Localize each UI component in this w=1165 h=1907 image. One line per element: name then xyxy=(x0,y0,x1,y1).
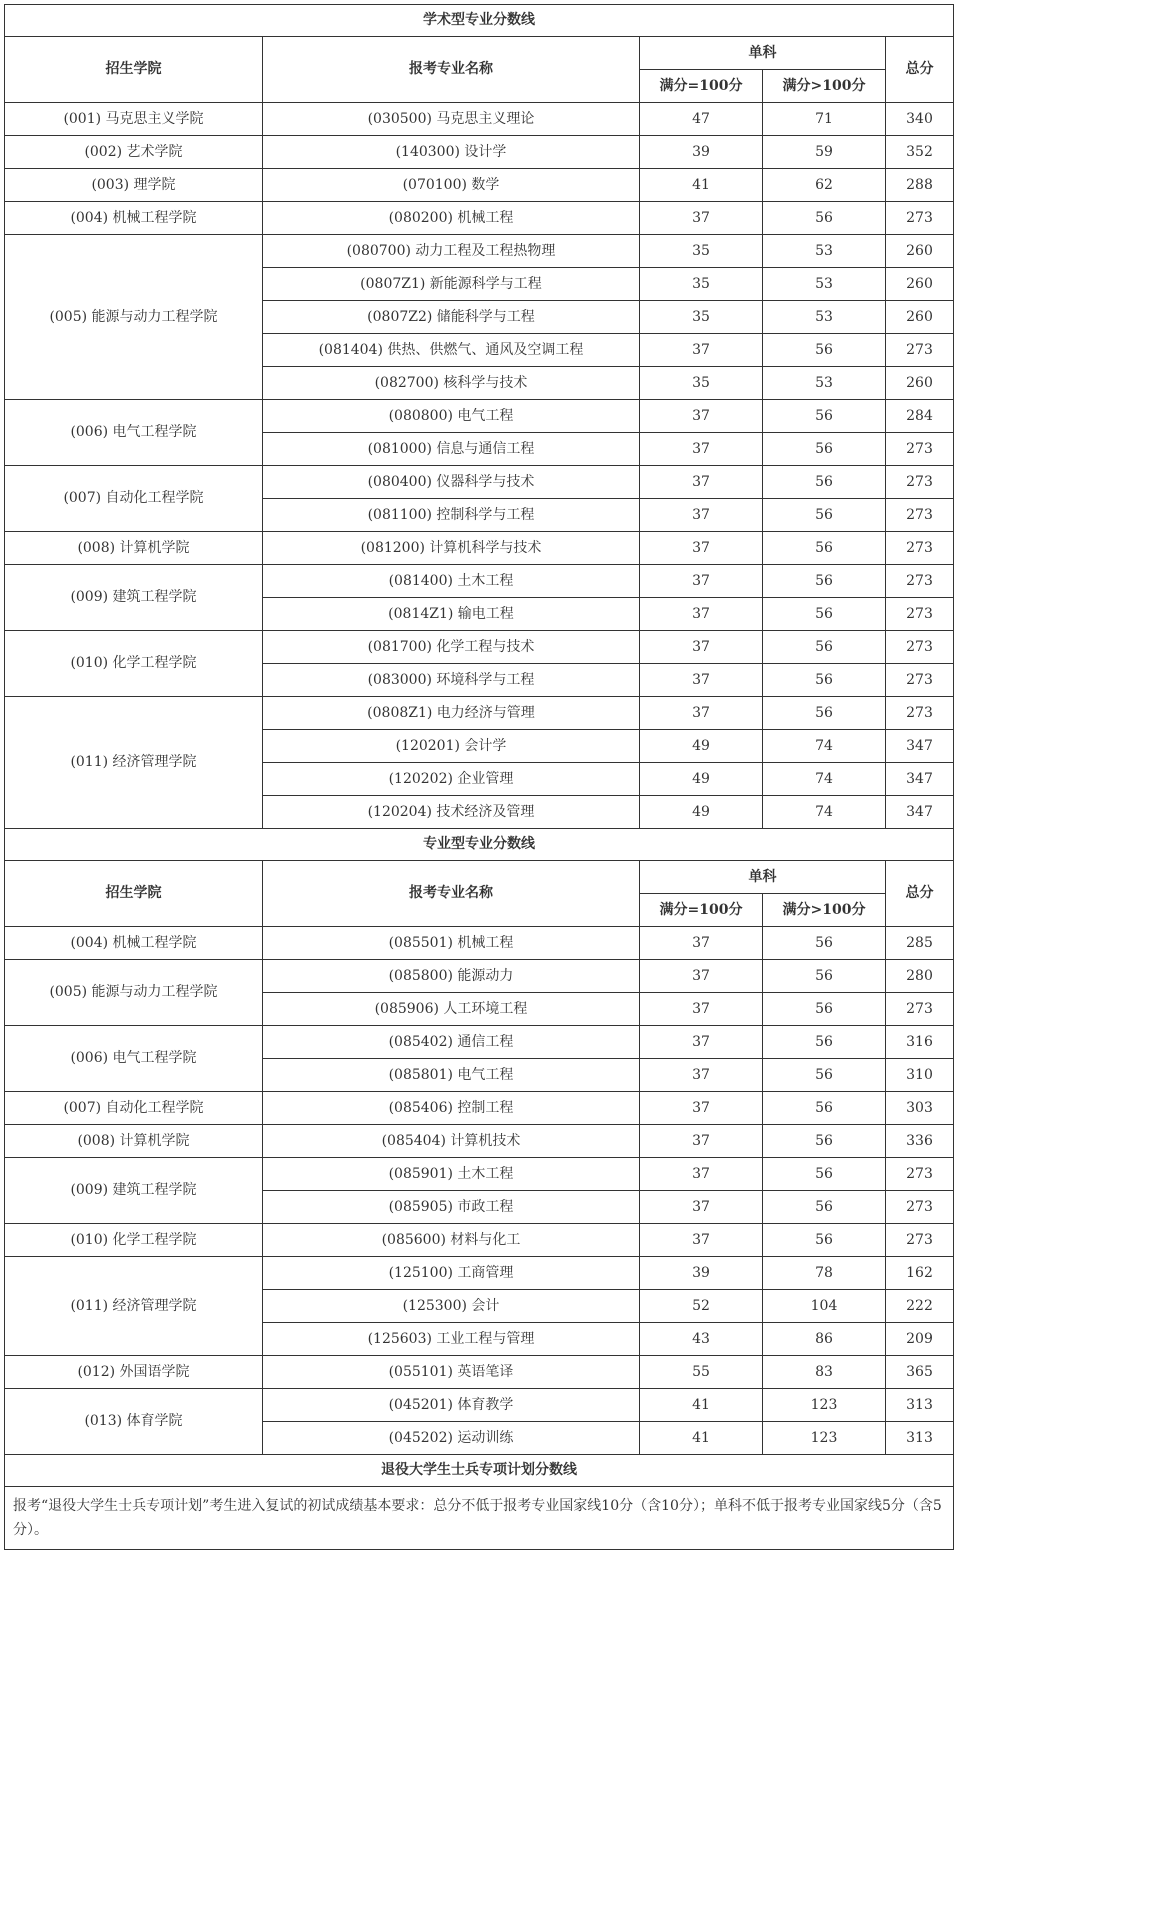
major-cell: (080400) 仪器科学与技术 xyxy=(263,466,640,499)
table-row xyxy=(5,1224,954,1257)
major-cell: (055101) 英语笔译 xyxy=(263,1356,640,1389)
major-cell: (070100) 数学 xyxy=(263,169,640,202)
header-row xyxy=(5,861,954,894)
veteran-note-row xyxy=(5,1487,954,1550)
table-row xyxy=(5,169,954,202)
score-full-100: 37 xyxy=(640,202,763,235)
major-cell: (083000) 环境科学与工程 xyxy=(263,664,640,697)
total-score: 273 xyxy=(886,993,954,1026)
score-full-100: 52 xyxy=(640,1290,763,1323)
score-full-100: 37 xyxy=(640,993,763,1026)
total-score: 316 xyxy=(886,1026,954,1059)
header-full-100: 满分=100分 xyxy=(640,894,763,927)
total-score: 340 xyxy=(886,103,954,136)
score-full-100: 35 xyxy=(640,367,763,400)
total-score: 288 xyxy=(886,169,954,202)
score-full-over-100: 74 xyxy=(763,796,886,829)
major-cell: (080800) 电气工程 xyxy=(263,400,640,433)
section-title-row xyxy=(5,829,954,861)
college-cell: (013) 体育学院 xyxy=(5,1389,263,1455)
major-cell: (081200) 计算机科学与技术 xyxy=(263,532,640,565)
score-full-100: 43 xyxy=(640,1323,763,1356)
table-row xyxy=(5,202,954,235)
table-row xyxy=(5,466,954,499)
header-total: 总分 xyxy=(886,37,954,103)
major-cell: (030500) 马克思主义理论 xyxy=(263,103,640,136)
major-cell: (085905) 市政工程 xyxy=(263,1191,640,1224)
score-full-over-100: 86 xyxy=(763,1323,886,1356)
header-row xyxy=(5,37,954,70)
college-cell: (003) 理学院 xyxy=(5,169,263,202)
table-row xyxy=(5,103,954,136)
major-cell: (0807Z1) 新能源科学与工程 xyxy=(263,268,640,301)
college-cell: (006) 电气工程学院 xyxy=(5,1026,263,1092)
college-cell: (006) 电气工程学院 xyxy=(5,400,263,466)
score-full-over-100: 53 xyxy=(763,301,886,334)
score-full-over-100: 53 xyxy=(763,367,886,400)
score-full-over-100: 56 xyxy=(763,202,886,235)
score-full-100: 39 xyxy=(640,136,763,169)
major-cell: (080700) 动力工程及工程热物理 xyxy=(263,235,640,268)
major-cell: (125100) 工商管理 xyxy=(263,1257,640,1290)
total-score: 273 xyxy=(886,631,954,664)
score-full-over-100: 56 xyxy=(763,1224,886,1257)
total-score: 347 xyxy=(886,796,954,829)
table-row xyxy=(5,1092,954,1125)
major-cell: (085600) 材料与化工 xyxy=(263,1224,640,1257)
score-full-over-100: 53 xyxy=(763,235,886,268)
header-total: 总分 xyxy=(886,861,954,927)
major-cell: (081700) 化学工程与技术 xyxy=(263,631,640,664)
table-row xyxy=(5,235,954,268)
major-cell: (0807Z2) 储能科学与工程 xyxy=(263,301,640,334)
score-full-over-100: 83 xyxy=(763,1356,886,1389)
college-cell: (004) 机械工程学院 xyxy=(5,202,263,235)
score-full-over-100: 56 xyxy=(763,927,886,960)
major-cell: (081400) 土木工程 xyxy=(263,565,640,598)
total-score: 260 xyxy=(886,235,954,268)
college-cell: (009) 建筑工程学院 xyxy=(5,1158,263,1224)
major-cell: (045201) 体育教学 xyxy=(263,1389,640,1422)
score-full-over-100: 56 xyxy=(763,433,886,466)
score-full-100: 35 xyxy=(640,268,763,301)
total-score: 313 xyxy=(886,1422,954,1455)
score-full-100: 41 xyxy=(640,1422,763,1455)
score-full-over-100: 56 xyxy=(763,1191,886,1224)
college-cell: (007) 自动化工程学院 xyxy=(5,1092,263,1125)
major-cell: (120202) 企业管理 xyxy=(263,763,640,796)
major-cell: (085801) 电气工程 xyxy=(263,1059,640,1092)
score-full-over-100: 78 xyxy=(763,1257,886,1290)
score-full-100: 37 xyxy=(640,598,763,631)
total-score: 273 xyxy=(886,1224,954,1257)
major-cell: (0808Z1) 电力经济与管理 xyxy=(263,697,640,730)
college-cell: (005) 能源与动力工程学院 xyxy=(5,960,263,1026)
major-cell: (085402) 通信工程 xyxy=(263,1026,640,1059)
total-score: 162 xyxy=(886,1257,954,1290)
table-row xyxy=(5,136,954,169)
header-single: 单科 xyxy=(640,861,886,894)
score-full-100: 37 xyxy=(640,499,763,532)
total-score: 365 xyxy=(886,1356,954,1389)
header-college: 招生学院 xyxy=(5,861,263,927)
total-score: 273 xyxy=(886,202,954,235)
total-score: 310 xyxy=(886,1059,954,1092)
major-cell: (081000) 信息与通信工程 xyxy=(263,433,640,466)
college-cell: (005) 能源与动力工程学院 xyxy=(5,235,263,400)
score-full-100: 37 xyxy=(640,1059,763,1092)
score-full-over-100: 56 xyxy=(763,631,886,664)
major-cell: (085501) 机械工程 xyxy=(263,927,640,960)
header-full-100: 满分=100分 xyxy=(640,70,763,103)
total-score: 209 xyxy=(886,1323,954,1356)
score-full-over-100: 56 xyxy=(763,960,886,993)
major-cell: (125603) 工业工程与管理 xyxy=(263,1323,640,1356)
score-full-over-100: 74 xyxy=(763,763,886,796)
veteran-note: 报考“退役大学生士兵专项计划”考生进入复试的初试成绩基本要求：总分不低于报考专业国家线10分（含10分）；单科不低于报考专业国家线5分（含5分）。 xyxy=(5,1487,954,1550)
score-full-100: 37 xyxy=(640,1224,763,1257)
college-cell: (011) 经济管理学院 xyxy=(5,1257,263,1356)
major-cell: (082700) 核科学与技术 xyxy=(263,367,640,400)
score-full-over-100: 56 xyxy=(763,1059,886,1092)
total-score: 273 xyxy=(886,532,954,565)
score-full-100: 37 xyxy=(640,532,763,565)
score-full-over-100: 56 xyxy=(763,565,886,598)
college-cell: (008) 计算机学院 xyxy=(5,1125,263,1158)
table-row xyxy=(5,927,954,960)
score-full-100: 37 xyxy=(640,466,763,499)
score-full-over-100: 56 xyxy=(763,466,886,499)
college-cell: (001) 马克思主义学院 xyxy=(5,103,263,136)
major-cell: (081100) 控制科学与工程 xyxy=(263,499,640,532)
college-cell: (008) 计算机学院 xyxy=(5,532,263,565)
total-score: 273 xyxy=(886,1191,954,1224)
score-full-over-100: 56 xyxy=(763,697,886,730)
total-score: 313 xyxy=(886,1389,954,1422)
score-full-100: 37 xyxy=(640,1092,763,1125)
score-full-100: 39 xyxy=(640,1257,763,1290)
total-score: 284 xyxy=(886,400,954,433)
header-major: 报考专业名称 xyxy=(263,37,640,103)
score-full-over-100: 56 xyxy=(763,334,886,367)
score-full-100: 37 xyxy=(640,631,763,664)
total-score: 273 xyxy=(886,664,954,697)
score-table xyxy=(4,4,954,1550)
score-full-100: 49 xyxy=(640,730,763,763)
table-row xyxy=(5,532,954,565)
college-cell: (007) 自动化工程学院 xyxy=(5,466,263,532)
score-full-100: 49 xyxy=(640,796,763,829)
major-cell: (120204) 技术经济及管理 xyxy=(263,796,640,829)
major-cell: (085906) 人工环境工程 xyxy=(263,993,640,1026)
table-row xyxy=(5,400,954,433)
score-full-100: 37 xyxy=(640,1191,763,1224)
major-cell: (080200) 机械工程 xyxy=(263,202,640,235)
table-row xyxy=(5,1257,954,1290)
score-full-over-100: 56 xyxy=(763,598,886,631)
score-full-100: 47 xyxy=(640,103,763,136)
total-score: 260 xyxy=(886,367,954,400)
major-cell: (085901) 土木工程 xyxy=(263,1158,640,1191)
score-full-100: 55 xyxy=(640,1356,763,1389)
table-row xyxy=(5,565,954,598)
major-cell: (085404) 计算机技术 xyxy=(263,1125,640,1158)
score-full-over-100: 59 xyxy=(763,136,886,169)
college-cell: (012) 外国语学院 xyxy=(5,1356,263,1389)
score-full-over-100: 123 xyxy=(763,1422,886,1455)
college-cell: (010) 化学工程学院 xyxy=(5,631,263,697)
college-cell: (004) 机械工程学院 xyxy=(5,927,263,960)
score-full-over-100: 56 xyxy=(763,532,886,565)
score-full-100: 37 xyxy=(640,697,763,730)
table-row xyxy=(5,1026,954,1059)
header-single: 单科 xyxy=(640,37,886,70)
score-full-over-100: 71 xyxy=(763,103,886,136)
score-full-100: 35 xyxy=(640,235,763,268)
total-score: 336 xyxy=(886,1125,954,1158)
header-major: 报考专业名称 xyxy=(263,861,640,927)
table-row xyxy=(5,697,954,730)
college-cell: (009) 建筑工程学院 xyxy=(5,565,263,631)
score-full-100: 49 xyxy=(640,763,763,796)
score-full-100: 41 xyxy=(640,1389,763,1422)
table-row xyxy=(5,1158,954,1191)
total-score: 273 xyxy=(886,1158,954,1191)
total-score: 273 xyxy=(886,697,954,730)
score-full-over-100: 56 xyxy=(763,1125,886,1158)
table-row xyxy=(5,1356,954,1389)
major-cell: (0814Z1) 输电工程 xyxy=(263,598,640,631)
total-score: 280 xyxy=(886,960,954,993)
score-full-over-100: 56 xyxy=(763,499,886,532)
score-full-over-100: 62 xyxy=(763,169,886,202)
table-row xyxy=(5,631,954,664)
score-full-over-100: 74 xyxy=(763,730,886,763)
veteran-title-row xyxy=(5,1455,954,1487)
score-full-over-100: 56 xyxy=(763,993,886,1026)
score-full-100: 37 xyxy=(640,960,763,993)
score-full-100: 41 xyxy=(640,169,763,202)
score-full-100: 37 xyxy=(640,1125,763,1158)
total-score: 273 xyxy=(886,433,954,466)
total-score: 260 xyxy=(886,268,954,301)
veteran-title: 退役大学生士兵专项计划分数线 xyxy=(5,1455,954,1487)
major-cell: (120201) 会计学 xyxy=(263,730,640,763)
score-full-over-100: 104 xyxy=(763,1290,886,1323)
score-full-over-100: 123 xyxy=(763,1389,886,1422)
total-score: 273 xyxy=(886,565,954,598)
table-row xyxy=(5,1125,954,1158)
total-score: 260 xyxy=(886,301,954,334)
score-full-100: 37 xyxy=(640,565,763,598)
score-full-over-100: 56 xyxy=(763,400,886,433)
score-full-100: 37 xyxy=(640,1026,763,1059)
college-cell: (010) 化学工程学院 xyxy=(5,1224,263,1257)
total-score: 285 xyxy=(886,927,954,960)
score-full-over-100: 56 xyxy=(763,1092,886,1125)
total-score: 303 xyxy=(886,1092,954,1125)
score-full-100: 37 xyxy=(640,400,763,433)
major-cell: (045202) 运动训练 xyxy=(263,1422,640,1455)
score-full-100: 37 xyxy=(640,664,763,697)
major-cell: (085800) 能源动力 xyxy=(263,960,640,993)
major-cell: (081404) 供热、供燃气、通风及空调工程 xyxy=(263,334,640,367)
score-full-100: 37 xyxy=(640,433,763,466)
table-row xyxy=(5,960,954,993)
header-full-over-100: 满分>100分 xyxy=(763,70,886,103)
college-cell: (002) 艺术学院 xyxy=(5,136,263,169)
section-title-row xyxy=(5,5,954,37)
major-cell: (085406) 控制工程 xyxy=(263,1092,640,1125)
score-full-100: 37 xyxy=(640,334,763,367)
section-title: 专业型专业分数线 xyxy=(5,829,954,861)
score-full-100: 35 xyxy=(640,301,763,334)
score-full-over-100: 56 xyxy=(763,1158,886,1191)
total-score: 352 xyxy=(886,136,954,169)
total-score: 273 xyxy=(886,499,954,532)
header-full-over-100: 满分>100分 xyxy=(763,894,886,927)
score-full-100: 37 xyxy=(640,927,763,960)
header-college: 招生学院 xyxy=(5,37,263,103)
table-row xyxy=(5,1389,954,1422)
score-full-over-100: 53 xyxy=(763,268,886,301)
major-cell: (125300) 会计 xyxy=(263,1290,640,1323)
total-score: 222 xyxy=(886,1290,954,1323)
score-full-over-100: 56 xyxy=(763,664,886,697)
section-title: 学术型专业分数线 xyxy=(5,5,954,37)
college-cell: (011) 经济管理学院 xyxy=(5,697,263,829)
total-score: 273 xyxy=(886,466,954,499)
total-score: 347 xyxy=(886,730,954,763)
score-full-100: 37 xyxy=(640,1158,763,1191)
major-cell: (140300) 设计学 xyxy=(263,136,640,169)
total-score: 273 xyxy=(886,334,954,367)
score-full-over-100: 56 xyxy=(763,1026,886,1059)
total-score: 273 xyxy=(886,598,954,631)
total-score: 347 xyxy=(886,763,954,796)
